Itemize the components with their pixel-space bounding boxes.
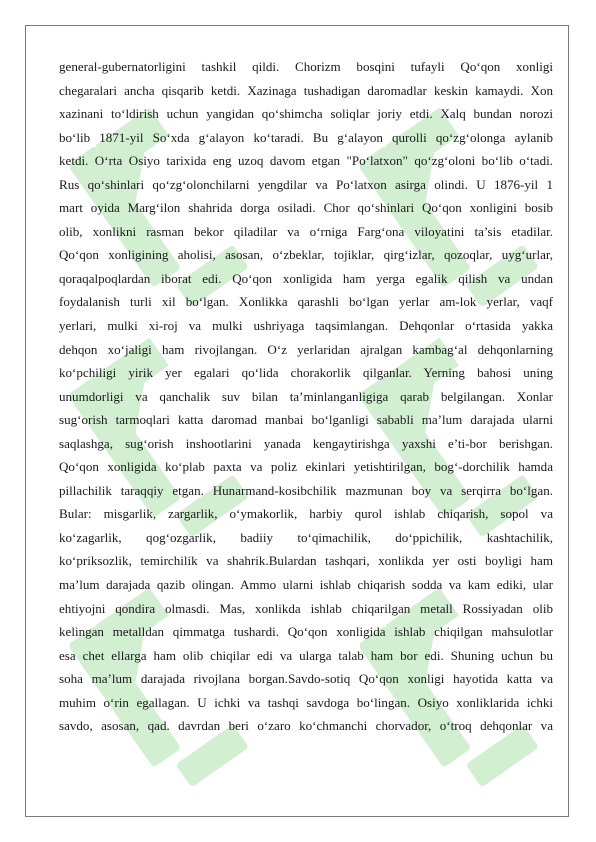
text-line: kelingan metalldan qimmatga tushardi. Qo‘qon xonligida ishlab chiqilgan mahsulotlar [59,624,553,640]
text-line: ko‘zagarlik, qog‘ozgarlik, badiiy to‘qimachilik, do‘ppichilik, kashtachilik, [59,529,553,545]
text-line: bo‘lib 1871-yil So‘xda g‘alayon ko‘taradi. Bu g‘alayon qurolli qo‘zg‘olonga aylanib [59,129,553,145]
text-line: esa chet ellarga ham olib chiqilar edi va ularga talab ham bor edi. Shuning uchun bu [59,647,553,663]
text-line: Rus qo‘shinlari qo‘zg‘olonchilarni yengdilar va Po‘latxon asirga olindi. U 1876-yil 1 [59,176,553,192]
text-line: Bular: misgarlik, zargarlik, o‘ymakorlik, harbiy qurol ishlab chiqarish, sopol va [59,506,553,522]
text-line: general-gubernatorligini tashkil qildi. Chorizm bosqini tufayli Qo‘qon xonligi [59,59,553,74]
text-line: soha ma’lum darajada rivojlana borgan.Savdo-sotiq Qo‘qon xonligi hayotida katta va [59,671,553,687]
document-body [59,55,553,738]
text-line: unumdorligi va qanchalik suv bilan ta’minlanganligiga qarab belgilangan. Xonlar [59,388,553,404]
text-line: pillachilik taraqqiy etgan. Hunarmand-kosibchilik mazmunan boy va serqirra bo‘lgan. [59,482,553,498]
text-line: sug‘orish tarmoqlari katta daromad manbai bo‘lganligi sababli ma’lum darajada ularni [59,412,553,428]
text-line: ko‘pchiligi yirik yer egalari qo‘lida chorakorlik qilganlar. Yerning bahosi uning [59,365,553,381]
text-line: Qo‘qon xonligining aholisi, asosan, o‘zbeklar, tojiklar, qirg‘izlar, qozoqlar, uyg‘urlar, [59,247,553,263]
text-line: ehtiyojni qondira olmasdi. Mas, xonlikda ishlab chiqarilgan metall Rossiyadan olib [59,600,553,616]
text-line: ma’lum darajada qazib olingan. Ammo ularni ishlab chiqarish sodda va kam ediki, ular [59,577,553,593]
text-line: savdo, asosan, qad. davrdan beri o‘zaro ko‘chmanchi chorvador, o‘troq dehqonlar va [59,718,553,734]
text-line: olib, xonlikni rasman bekor qiladilar va o‘rniga Farg‘ona viloyatini ta’sis etadilar. [59,223,553,239]
text-line: muhim o‘rin egallagan. U ichki va tashqi savdoga bo‘lingan. Osiyo xonliklarida ichki [59,694,553,710]
text-line: chegaralari ancha qisqarib ketdi. Xazinaga tushadigan daromadlar keskin kamaydi. Xon [59,82,553,98]
text-line: foydalanish turli xil bo‘lgan. Xonlikka qarashli bo‘lgan yerlar am-lok yerlar, vaqf [59,294,553,310]
text-line: saqlashga, sug‘orish inshootlarini yanada kengaytirishga yaxshi e’ti-bor berishgan. [59,435,553,451]
text-line: dehqon xo‘jaligi ham rivojlangan. O‘z yerlaridan ajralgan kambag‘al dehqonlarning [59,341,553,357]
text-line: ketdi. O‘rta Osiyo tarixida eng uzoq davom etgan "Po‘latxon" qo‘zg‘oloni bo‘lib o‘tadi. [59,153,553,169]
text-line: xazinani to‘ldirish uchun yangidan qo‘shimcha soliqlar joriy etdi. Xalq bundan norozi [59,106,553,122]
text-line: yerlari, mulki xi-roj va mulki ushriyaga taqsimlangan. Dehqonlar o‘rtasida yakka [59,318,553,334]
text-line: Qo‘qon xonligida ko‘plab paxta va poliz ekinlari yetishtirilgan, bog‘-dorchilik hamda [59,459,553,475]
text-line: ko‘priksozlik, temirchilik va shahrik.Bulardan tashqari, xonlikda yer osti boyligi ham [59,553,553,569]
text-line: mart oyida Marg‘ilon shahrida dorga osiladi. Chor qo‘shinlari Qo‘qon xonligini bosib [59,200,553,216]
text-line: qoraqalpoqlardan iborat edi. Qo‘qon xonligida ham yerga egalik qilish va undan [59,270,553,286]
